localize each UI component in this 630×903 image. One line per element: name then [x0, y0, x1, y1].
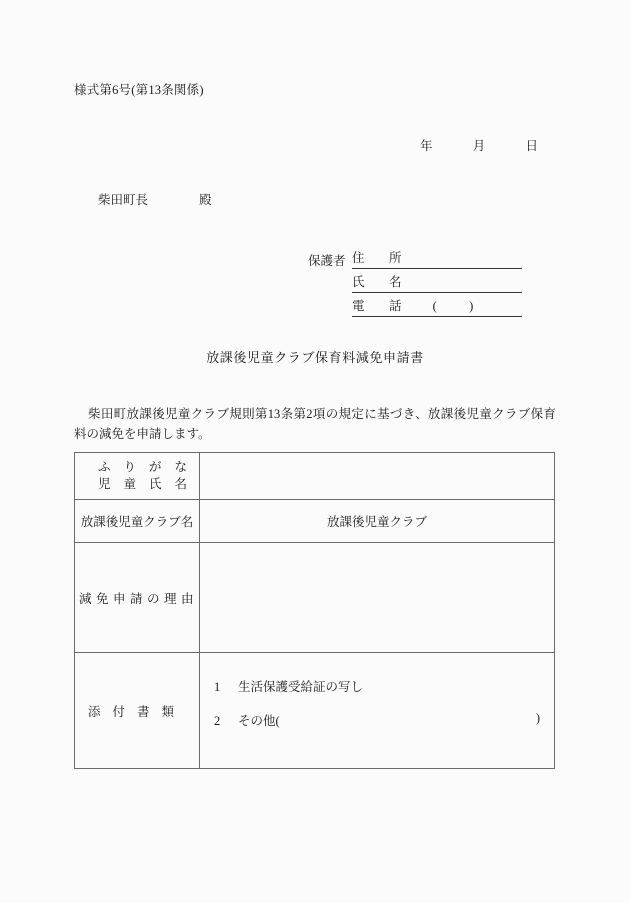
- addressee-name: 柴田町長: [98, 193, 149, 207]
- guardian-phone-label: 電 話: [352, 299, 408, 313]
- attachment-1-number: 1: [214, 679, 221, 694]
- label-reason: [75, 543, 200, 653]
- date-month-label: 月: [472, 139, 486, 153]
- label-furigana: ふりがな: [98, 460, 201, 474]
- field-child-name[interactable]: [200, 453, 555, 500]
- field-club-name-value: 放課後児童クラブ: [326, 515, 427, 529]
- list-item[interactable]: [214, 677, 540, 695]
- guardian-phone-paren-open: (: [432, 299, 437, 313]
- guardian-phone-field[interactable]: [352, 296, 522, 317]
- guardian-row-name: [308, 269, 522, 293]
- label-reason-text: 減免申請の理由: [79, 591, 199, 606]
- addressee-line: [98, 190, 212, 208]
- guardian-row-phone: [308, 293, 522, 317]
- application-table: [74, 452, 555, 769]
- attachment-2-number: 2: [214, 713, 221, 728]
- label-attachments: [75, 653, 200, 769]
- label-club-name: [75, 500, 200, 543]
- field-club-name[interactable]: [200, 500, 555, 543]
- label-child-name-stack: [75, 453, 199, 499]
- addressee-honorific: 殿: [199, 193, 212, 207]
- guardian-phone-paren-close: ): [469, 299, 474, 313]
- form-number: 様式第6号(第13条関係): [74, 83, 204, 97]
- guardian-address-label: 住 所: [352, 251, 408, 265]
- table-row-attachments: [75, 653, 555, 769]
- date-line: [420, 136, 538, 154]
- table-row-club-name: [75, 500, 555, 543]
- label-child-name-kanji: 児童氏名: [98, 477, 201, 491]
- body-paragraph: 柴田町放課後児童クラブ規則第13条第2項の規定に基づき、放課後児童クラブ保育料の減免を申請します。: [74, 407, 556, 441]
- attachment-1-text: 生活保護受給証の写し: [238, 679, 364, 694]
- field-attachments[interactable]: [200, 653, 555, 769]
- attachment-list: [200, 667, 554, 755]
- guardian-name-field[interactable]: [352, 272, 522, 293]
- guardian-row-address: [308, 245, 522, 269]
- label-club-name-text: 放課後児童クラブ名: [80, 515, 194, 529]
- table-row-reason: [75, 543, 555, 653]
- guardian-phone-paren: [433, 299, 474, 314]
- guardian-address-field[interactable]: [352, 248, 522, 269]
- label-child-name: [75, 453, 200, 500]
- guardian-name-label: 氏 名: [352, 275, 408, 289]
- guardian-prefix-label: 保護者: [308, 254, 346, 268]
- attachment-2-text: [238, 711, 540, 729]
- date-day-label: 日: [525, 139, 539, 153]
- page-title: 放課後児童クラブ保育料減免申請書: [206, 350, 424, 365]
- table-row-child-name: [75, 453, 555, 500]
- list-item[interactable]: [214, 711, 540, 729]
- attachment-2-paren-close: ): [535, 710, 540, 725]
- label-attachments-text: 添付書類: [87, 704, 186, 719]
- guardian-block: [308, 245, 522, 317]
- date-year-label: 年: [420, 139, 433, 153]
- attachment-2-label: その他(: [238, 713, 280, 728]
- field-reason[interactable]: [200, 543, 555, 653]
